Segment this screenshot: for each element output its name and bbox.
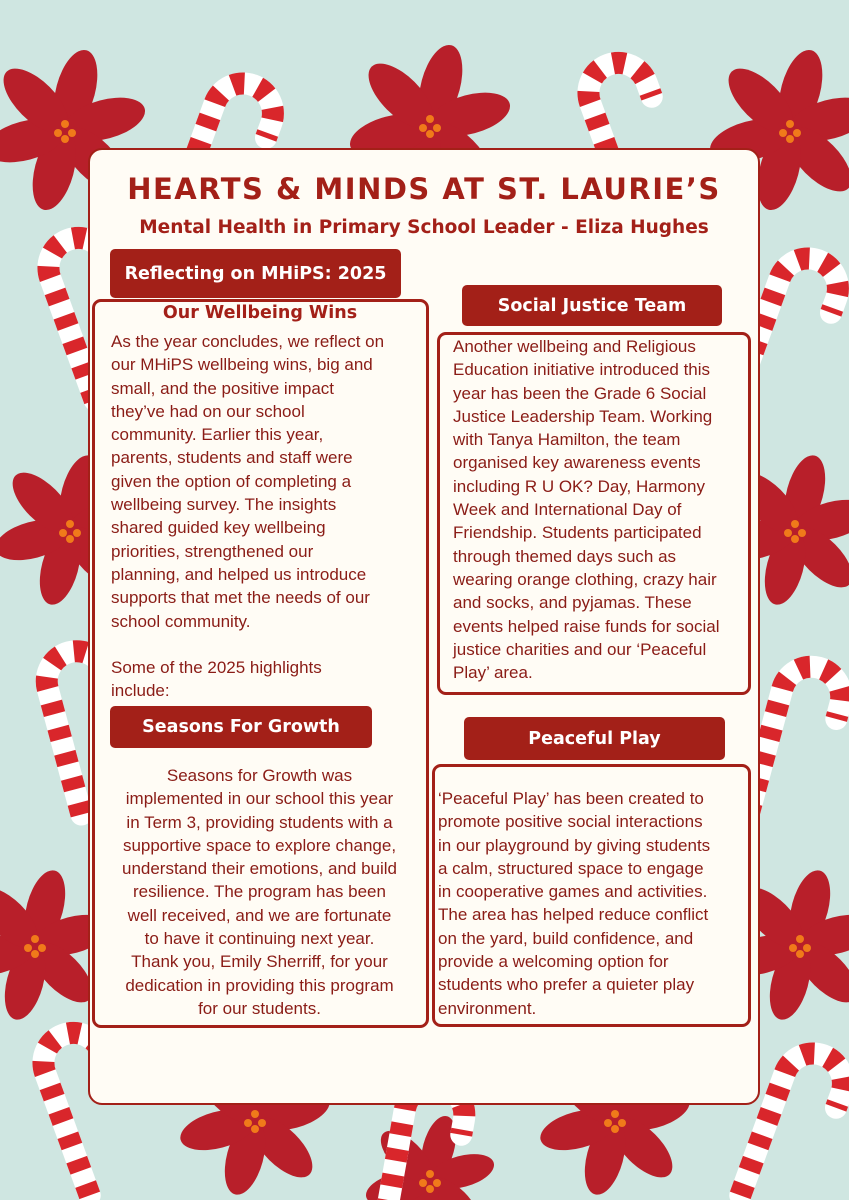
seasons-for-growth-text: Seasons for Growth was implemented in our school this year in Term 3, providing students with a supportive space to explore change, understand their emotions, and build resilience. The program has been well received, and we are fortunate to have it continuing next year. Thank you, Emily Sherriff, for your dedication in providing this program for our students. bbox=[121, 766, 397, 1018]
wellbeing-wins-text: As the year concludes, we reflect on our MHiPS wellbeing wins, big and small, and the positive impact they’ve had on our school community. Earlier this year, parents, students and staff were given the option of completing a wellbeing survey. The insights shared guided key wellbeing priorities, strengthened our planning, and helped us introduce supports that met the needs of our school community. Some of the 2025 highlights include: bbox=[111, 332, 385, 701]
social-justice-banner: Social Justice Team bbox=[462, 285, 722, 326]
candy-cane-icon bbox=[749, 660, 848, 830]
social-justice-text: Another wellbeing and Religious Education initiative introduced this year has been the Grade 6 Social Justice Leadership Team. Working with Tanya Hamilton, the team organised key awareness events including R U OK? Day, Harmony Week and International Day of Friendship. Students participated through themed days such as wearing orange clothing, crazy hair and socks, and pyjamas. These events helped raise funds for social justice charities and our ‘Peaceful Play’ area. bbox=[453, 337, 720, 683]
page-subtitle: Mental Health in Primary School Leader - Eliza Hughes bbox=[139, 217, 709, 238]
peaceful-play-banner: Peaceful Play bbox=[464, 717, 725, 760]
reflecting-banner: Reflecting on MHiPS: 2025 bbox=[110, 249, 401, 298]
wellbeing-wins-heading: Our Wellbeing Wins bbox=[162, 303, 358, 323]
page-title: HEARTS & MINDS AT ST. LAURIE’S bbox=[127, 172, 721, 206]
seasons-for-growth-banner: Seasons For Growth bbox=[110, 706, 372, 748]
peaceful-play-text: ‘Peaceful Play’ has been created to promote positive social interactions in our playground by giving students a calm, structured space to engage in cooperative games and activities. The area has helped reduce conflict on the yard, build confidence, and provide a welcoming option for students who prefer a quieter play environment. bbox=[438, 789, 711, 1018]
